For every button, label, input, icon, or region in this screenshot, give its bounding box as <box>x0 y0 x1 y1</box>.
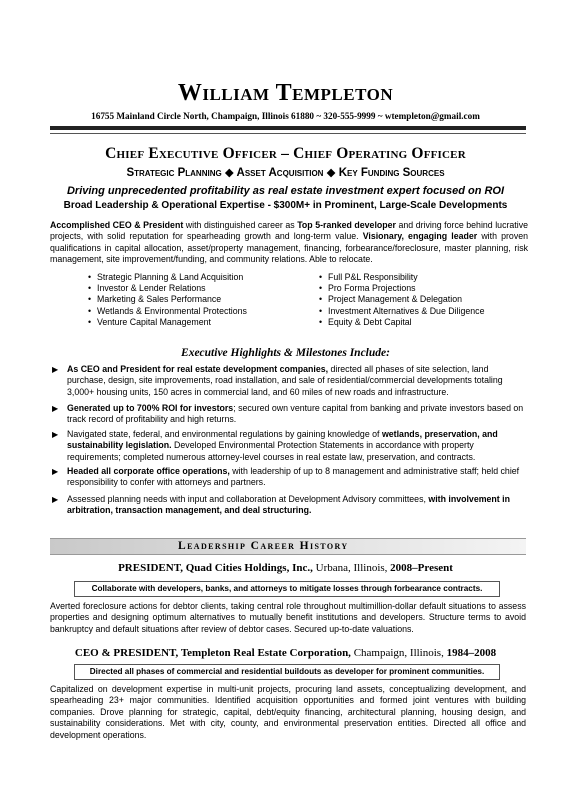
skill-item: • Project Management & Delegation <box>319 294 462 305</box>
skills-list-left <box>88 272 247 328</box>
job-callout-box: Collaborate with developers, banks, and attorneys to mitigate losses through forbearance contracts. <box>74 581 500 597</box>
highlight-item: ▶ Headed all corporate office operations, with leadership of up to 8 management and administrative staff; held chief responsibility to confer with attorneys and partners. <box>52 466 520 488</box>
career-history-band <box>50 538 526 555</box>
branding-tagline: Driving unprecedented profitability as real estate investment expert focused on ROI <box>66 185 505 197</box>
contact-line: 16755 Mainland Circle North, Champaign, Illinois 61880 ~ 320-555-9999 ~ wtempleton@gmail.com <box>91 111 480 121</box>
summary-text-1: with distinguished career as <box>183 220 298 230</box>
summary-bold-3: Visionary, engaging leader <box>362 231 478 242</box>
highlights-heading: Executive Highlights & Milestones Include: <box>181 347 390 359</box>
target-title: Chief Executive Officer – Chief Operating Officer <box>105 145 466 162</box>
summary-bold-1: Accomplished CEO & President <box>50 220 184 230</box>
arrow-bullet-icon: ▶ <box>52 404 59 413</box>
job-callout-box: Directed all phases of commercial and residential buildouts as developer for prominent communities. <box>74 664 500 680</box>
skill-item: • Pro Forma Projections <box>319 283 416 294</box>
career-history-heading: Leadership Career History <box>178 540 349 552</box>
job-description: Capitalized on development expertise in multi-unit projects, procuring land assets, conceptualizing development, and spearheading 23+ major communities. Identified acquisition opportunities and formed joint ventures with building companies. Drove planning for strategic, capital, debt/equity financing, architectural planning, housing design, and sustainability considerations. Met with city, county, and environmental preservation entities. Directed all office and development operations. <box>50 684 526 740</box>
highlight-item: ▶ As CEO and President for real estate development companies, directed all phases of site selection, land purchase, design, site improvements, road installation, and sale of residential/commercial developments totaling 3,000+ housing units, 150 acres in commercial land, and 60 miles of new roads and infrastructure. <box>52 364 503 397</box>
header-rule-thick <box>50 126 526 130</box>
job-location: Urbana, Illinois, <box>312 562 391 574</box>
summary-paragraph <box>50 220 528 266</box>
job-description: Averted foreclosure actions for debtor clients, taking central role throughout multimillion-dollar default situations to assess properties and designing optimum alternatives to mutually benefit institutions and developers. Structure terms to avoid bankruptcy and default situations after review of debtor cases. Secured up-to-date valuations. <box>50 601 526 634</box>
highlight-item: ▶ Navigated state, federal, and environmental regulations by gaining knowledge of wetlands, preservation, and sustainability legislation. Developed Environmental Protection Statements in accordance with property requirements; completed numerous attorney-level courses in real estate law, preservation, and contracts. <box>52 429 498 462</box>
job-role: CEO & PRESIDENT, Templeton Real Estate Corporation, <box>74 647 351 659</box>
job-location: Champaign, Illinois, <box>350 647 447 659</box>
skill-item: • Equity & Debt Capital <box>319 316 412 327</box>
arrow-bullet-icon: ▶ <box>52 495 59 504</box>
skill-item: • Investment Alternatives & Due Diligence <box>319 305 485 316</box>
highlight-item: ▶ Generated up to 700% ROI for investors; secured own venture capital from banking and private investors based on track record of profitability and high returns. <box>52 403 524 425</box>
skill-item: • Marketing & Sales Performance <box>88 294 222 305</box>
skill-item: • Full P&L Responsibility <box>319 272 418 282</box>
job-title-line <box>0 562 571 574</box>
highlight-item: ▶ Assessed planning needs with input and collaboration at Development Advisory committees, with involvement in arbitration, transaction management, and deal structuring. <box>52 494 510 516</box>
summary-bold-2: Top 5-ranked developer <box>297 220 396 230</box>
summary-text-2: and driving force behind lucrative projects, with solid reputation for spearheading growth and long-term value. <box>50 220 528 242</box>
job-dates: 1984–2008 <box>446 647 497 659</box>
summary-text-3: with proven qualifications in capital allocation, asset/property management, financing, forbearance/foreclosure, master planning, risk management, site improvement/funding, and community relations. Able to relocate. <box>50 231 529 265</box>
header-rule-thin <box>50 133 526 134</box>
candidate-name: William Templeton <box>177 80 394 106</box>
skills-list-right <box>319 272 484 328</box>
job-dates: 2008–Present <box>390 562 453 574</box>
job-title-line <box>0 647 571 659</box>
skill-item: • Strategic Planning & Land Acquisition <box>88 272 244 282</box>
skill-item: • Wetlands & Environmental Protections <box>88 305 247 316</box>
branding-subtagline: Broad Leadership & Operational Expertise - $300M+ in Prominent, Large-Scale Developments <box>63 200 508 211</box>
arrow-bullet-icon: ▶ <box>52 467 59 476</box>
skill-item: • Investor & Lender Relations <box>88 283 206 294</box>
focus-areas: Strategic Planning ◆ Asset Acquisition ◆ Key Funding Sources <box>126 167 445 179</box>
arrow-bullet-icon: ▶ <box>52 365 59 374</box>
skill-item: • Venture Capital Management <box>88 316 211 327</box>
arrow-bullet-icon: ▶ <box>52 430 59 439</box>
job-role: PRESIDENT, Quad Cities Holdings, Inc., <box>118 562 313 574</box>
